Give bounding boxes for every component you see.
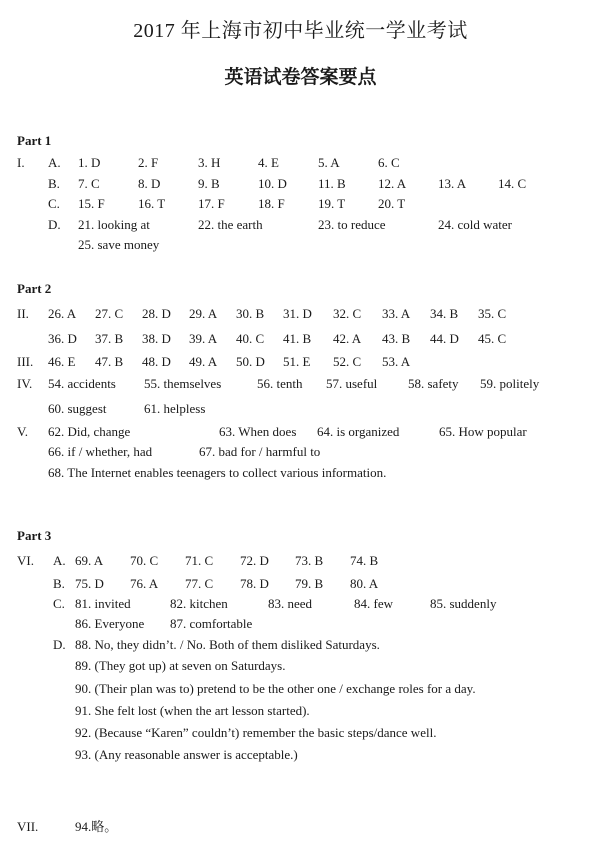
answer-item: 41. B	[283, 331, 312, 346]
answer-item: 79. B	[295, 576, 324, 591]
answer-item: 42. A	[333, 331, 362, 346]
answer-item: 87. comfortable	[170, 616, 253, 631]
answer-item: 2. F	[138, 155, 159, 170]
part3-row-a-label: A.	[53, 553, 66, 568]
answer-item: 80. A	[350, 576, 379, 591]
answer-line: 90. (Their plan was to) pretend to be the other one / exchange roles for a day.	[75, 681, 476, 696]
answer-item: 45. C	[478, 331, 507, 346]
answer-line: 91. She felt lost (when the art lesson started).	[75, 703, 310, 718]
answer-item: 94.略。	[75, 819, 118, 834]
answer-item: 44. D	[430, 331, 459, 346]
part1-heading: Part 1	[17, 133, 52, 148]
answer-item: 19. T	[318, 196, 346, 211]
answer-item: 27. C	[95, 306, 124, 321]
answer-item: 60. suggest	[48, 401, 107, 416]
answer-item: 28. D	[142, 306, 171, 321]
answer-item: 21. looking at	[78, 217, 150, 232]
answer-item: 34. B	[430, 306, 459, 321]
section-ii-label: II.	[17, 306, 29, 321]
section-iv-label: IV.	[17, 376, 33, 391]
answer-item: 40. C	[236, 331, 265, 346]
answer-item: 20. T	[378, 196, 406, 211]
answer-item: 38. D	[142, 331, 171, 346]
answer-item: 22. the earth	[198, 217, 263, 232]
answer-item: 65. How popular	[439, 424, 527, 439]
answer-item: 50. D	[236, 354, 265, 369]
answer-item: 52. C	[333, 354, 362, 369]
answer-item: 48. D	[142, 354, 171, 369]
section-vi-label: VI.	[17, 553, 34, 568]
answer-item: 1. D	[78, 155, 101, 170]
answer-item: 59. politely	[480, 376, 540, 391]
part3-row-c-label: C.	[53, 596, 65, 611]
answer-line: 88. No, they didn’t. / No. Both of them disliked Saturdays.	[75, 637, 380, 652]
answer-item: 29. A	[189, 306, 218, 321]
part1-row-a-label: A.	[48, 155, 61, 170]
answer-line: 92. (Because “Karen” couldn’t) remember the basic steps/dance well.	[75, 725, 437, 740]
exam-subtitle: 英语试卷答案要点	[224, 66, 377, 88]
part2-heading: Part 2	[17, 281, 52, 296]
answer-item: 13. A	[438, 176, 467, 191]
part1-row-b-label: B.	[48, 176, 60, 191]
answer-item: 75. D	[75, 576, 104, 591]
answer-item: 69. A	[75, 553, 104, 568]
answer-item: 86. Everyone	[75, 616, 145, 631]
answer-item: 26. A	[48, 306, 77, 321]
answer-item: 33. A	[382, 306, 411, 321]
answer-item: 84. few	[354, 596, 393, 611]
answer-item: 16. T	[138, 196, 166, 211]
answer-item: 58. safety	[408, 376, 459, 391]
section-v-label: V.	[17, 424, 28, 439]
answer-item: 46. E	[48, 354, 76, 369]
answer-item: 43. B	[382, 331, 411, 346]
answer-item: 5. A	[318, 155, 340, 170]
answer-item: 62. Did, change	[48, 424, 131, 439]
answer-item: 74. B	[350, 553, 379, 568]
answer-item: 32. C	[333, 306, 362, 321]
answer-item: 81. invited	[75, 596, 131, 611]
answer-item: 55. themselves	[144, 376, 222, 391]
answer-item: 23. to reduce	[318, 217, 386, 232]
answer-item: 10. D	[258, 176, 287, 191]
answer-item: 57. useful	[326, 376, 378, 391]
answer-item: 18. F	[258, 196, 285, 211]
answer-item: 77. C	[185, 576, 214, 591]
answer-item: 64. is organized	[317, 424, 400, 439]
answer-item: 11. B	[318, 176, 346, 191]
answer-item: 53. A	[382, 354, 411, 369]
answer-line: 93. (Any reasonable answer is acceptable.)	[75, 747, 298, 762]
answer-item: 67. bad for / harmful to	[199, 444, 321, 459]
answer-item: 82. kitchen	[170, 596, 228, 611]
answer-item: 73. B	[295, 553, 324, 568]
answer-item: 85. suddenly	[430, 596, 497, 611]
answer-item: 12. A	[378, 176, 407, 191]
answer-item: 17. F	[198, 196, 225, 211]
answer-item: 63. When does	[219, 424, 297, 439]
answer-item: 36. D	[48, 331, 77, 346]
answer-item: 68. The Internet enables teenagers to collect various information.	[48, 465, 387, 480]
answer-item: 39. A	[189, 331, 218, 346]
answer-item: 7. C	[78, 176, 100, 191]
answer-item: 6. C	[378, 155, 400, 170]
answer-item: 54. accidents	[48, 376, 116, 391]
answer-item: 37. B	[95, 331, 124, 346]
answer-item: 78. D	[240, 576, 269, 591]
answer-item: 70. C	[130, 553, 159, 568]
answer-item: 49. A	[189, 354, 218, 369]
answer-item: 71. C	[185, 553, 214, 568]
answer-item: 66. if / whether, had	[48, 444, 153, 459]
answer-item: 24. cold water	[438, 217, 513, 232]
answer-item: 14. C	[498, 176, 527, 191]
answer-item: 8. D	[138, 176, 161, 191]
answer-line: 89. (They got up) at seven on Saturdays.	[75, 658, 286, 673]
answer-item: 72. D	[240, 553, 269, 568]
section-iii-label: III.	[17, 354, 34, 369]
part1-row-c-label: C.	[48, 196, 60, 211]
answer-item: 30. B	[236, 306, 265, 321]
answer-item: 9. B	[198, 176, 220, 191]
part3-heading: Part 3	[17, 528, 52, 543]
answer-item: 47. B	[95, 354, 124, 369]
answer-item: 35. C	[478, 306, 507, 321]
answer-item: 31. D	[283, 306, 312, 321]
answer-item: 3. H	[198, 155, 221, 170]
exam-title: 2017 年上海市初中毕业统一学业考试	[133, 20, 468, 42]
section-i-label: I.	[17, 155, 25, 170]
part3-row-b-label: B.	[53, 576, 65, 591]
answer-item: 51. E	[283, 354, 311, 369]
answer-item: 61. helpless	[144, 401, 206, 416]
part3-row-d-label: D.	[53, 637, 66, 652]
answer-item: 4. E	[258, 155, 279, 170]
answer-item: 15. F	[78, 196, 105, 211]
answer-item: 76. A	[130, 576, 159, 591]
answer-item: 83. need	[268, 596, 313, 611]
part1-row-d-label: D.	[48, 217, 61, 232]
answer-item: 25. save money	[78, 237, 160, 252]
answer-item: 56. tenth	[257, 376, 303, 391]
section-vii-label: VII.	[17, 819, 39, 834]
